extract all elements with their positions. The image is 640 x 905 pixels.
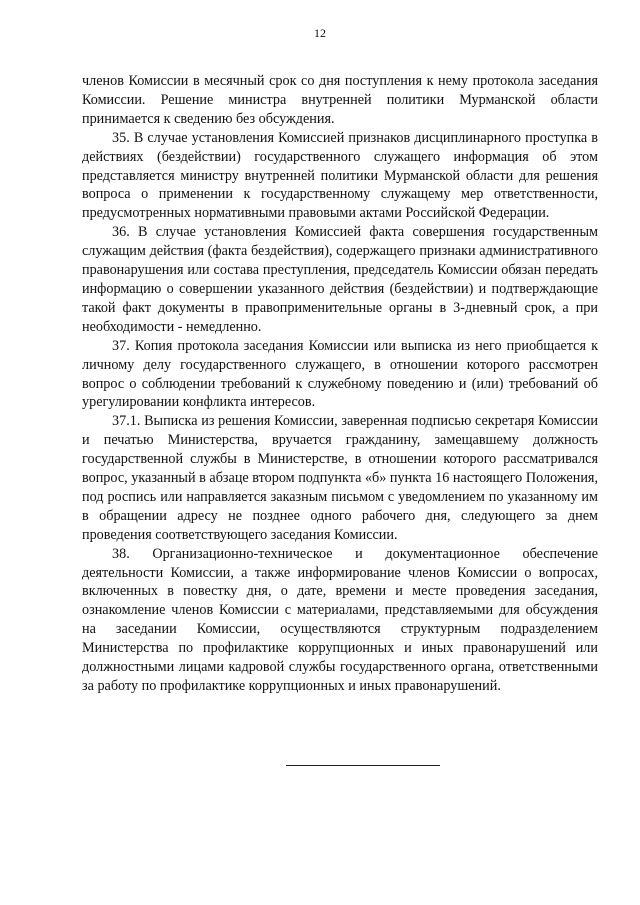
page-number: 12 — [314, 26, 326, 40]
paragraph-continuation: членов Комиссии в месячный срок со дня поступления к нему протокола заседания Комиссии. Решение министра внутренней политики Мурманской области принимается к сведению без обсуждения. — [82, 73, 598, 127]
paragraph-38: 38. Организационно-техническое и документационное обеспечение деятельности Комиссии, а также информирование членов Комиссии о вопросах, включенных в повестку дня, о дате, времени и месте проведения заседания, ознакомление членов Комиссии с материалами, представляемыми для обсуждения на заседании Комиссии, осуществляются структурным подразделением Министерства по профилактике коррупционных и иных правонарушений или должностными лицами кадровой службы государственного органа, ответственными за работу по профилактике коррупционных и иных правонарушений. — [82, 545, 598, 694]
paragraph-37-1: 37.1. Выписка из решения Комиссии, заверенная подписью секретаря Комиссии и печатью Министерства, вручается гражданину, замещавшему должность государственной службы в Министерстве, в отношении которого рассматривался вопрос, указанный в абзаце втором подпункта «б» пункта 16 настоящего Положения, под роспись или направляется заказным письмом с уведомлением по указанному им в обращении адресу не позднее одного рабочего дня, следующего за днем проведения соответствующего заседания Комиссии. — [82, 413, 598, 543]
document-body — [82, 72, 598, 696]
paragraph-35: 35. В случае установления Комиссией признаков дисциплинарного проступка в действиях (бездействии) государственного служащего информация об этом представляется министру внутренней политики Мурманской области для решения вопроса о применении к государственному служащему мер ответственности, предусмотренных нормативными правовыми актами Российской Федерации. — [82, 129, 598, 222]
paragraph-36: 36. В случае установления Комиссией факта совершения государственным служащим действия (факта бездействия), содержащего признаки административного правонарушения или состава преступления, председатель Комиссии обязан передать информацию о совершении указанного действия (бездействии) и подтверждающие такой факт документы в правоприменительные органы в 3-дневный срок, а при необходимости - немедленно. — [82, 224, 598, 335]
paragraph-37: 37. Копия протокола заседания Комиссии или выписка из него приобщается к личному делу государственного служащего, в отношении которого рассмотрен вопрос о соблюдении требований к служебному поведению и (или) требований об урегулировании конфликта интересов. — [82, 337, 598, 411]
closing-rule — [286, 765, 440, 766]
